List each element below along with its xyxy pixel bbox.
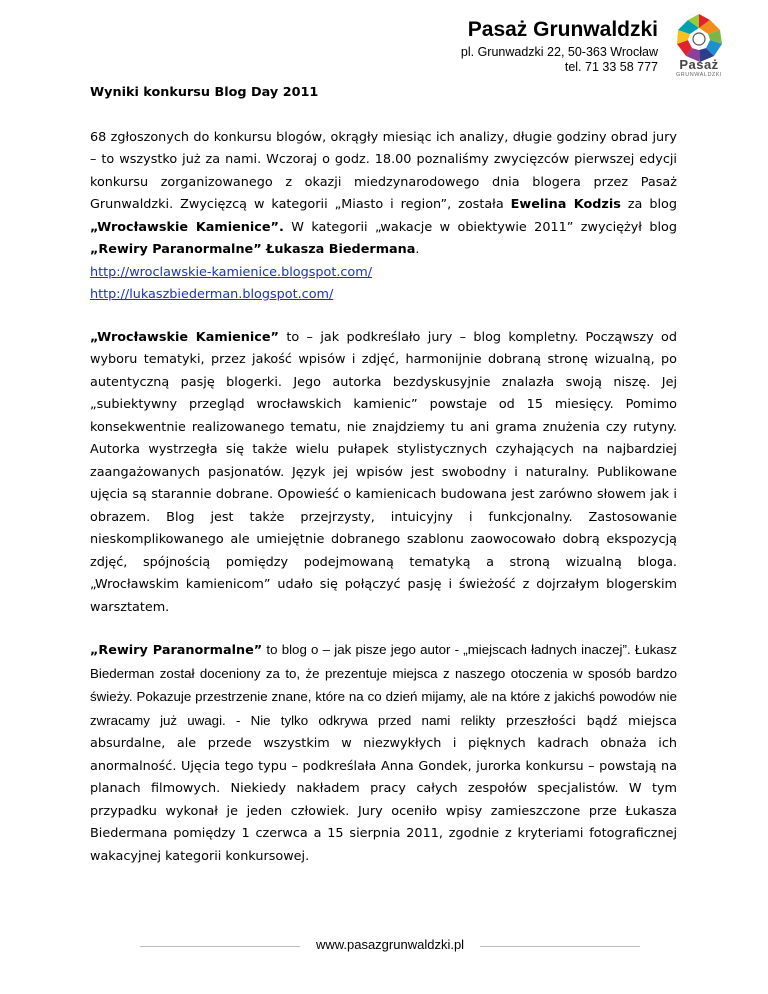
rewiry-text-1: to blog o – jak pisze jego autor - „miejscach ładnych inaczej”. Łukasz Biederman został doceniony za to, że prezentuje miejsca z naszego otoczenia w sposób bardzo świeży. Pokazuje przestrzenie znane, które na co dzień mijamy, ale na które z jakichś powodów nie zwracamy już uwagi. - Nie tylko odkrywa przed nami relikty — [90, 642, 677, 728]
blog-2-title: „Rewiry Paranormalne” Łukasza Biedermana — [90, 242, 416, 257]
kamienice-lead: „Wrocławskie Kamienice” — [90, 329, 279, 345]
page-footer — [140, 936, 640, 956]
company-address: pl. Grunwadzki 22, 50-363 Wrocław — [460, 45, 658, 59]
footer-rule-right — [480, 946, 640, 947]
rewiry-paragraph — [90, 639, 677, 868]
rewiry-lead: „Rewiry Paranormalne” — [90, 643, 263, 658]
footer-website: www.pasazgrunwaldzki.pl — [315, 937, 465, 952]
rewiry-text-2: przeszłości bądź miejsca absurdalne, ale przede wszystkim w niezwykłych i pięknych kadrach obnaża ich anormalność. Ujęcia tego typu – podkreślała Anna Gondek, jurorka konkursu – powstają na planach filmowych. Niekiedy nakładem pracy całych zespołów specjalistów. W tym przypadku wykonał je jeden człowiek. Jury oceniło wpisy zamieszczone prze Łukasza Biedermana pomiędzy 1 czerwca a 15 sierpnia 2011, zgodnie z kryteriami fotograficznej wakacyjnej kategorii konkursowej. — [90, 713, 677, 864]
blog-1-title: „Wrocławskie Kamienice”. — [90, 219, 284, 235]
winner-1-name: Ewelina Kodzis — [510, 197, 621, 212]
blog-links — [90, 262, 677, 307]
logo-subtext: GRUNWALDZKI — [676, 72, 722, 78]
company-phone: tel. 71 33 58 777 — [564, 60, 658, 74]
intro-paragraph — [90, 127, 677, 262]
link-lukaszbiederman[interactable]: http://lukaszbiederman.blogspot.com/ — [90, 287, 334, 302]
intro-text-4: . — [415, 242, 420, 257]
document-title: Wyniki konkursu Blog Day 2011 — [90, 85, 319, 100]
kamienice-text: to – jak podkreślało jury – blog kompletny. Począwszy od wyboru tematyki, przez jakość wpisów i zdjęć, harmonijnie dobraną stronę wizualną, po autentyczną pasję blogerki. Jego autorka bezdyskusyjnie znalazła swoją niszę. Jej „subiektywny przegląd wrocławskich kamienic” powstaje od 15 miesięcy. Pomimo konsekwentnie realizowanego tematu, nie znajdziemy tu ani grama znużenia czy rutyny. Autorka wystrzegła się także wielu pułapek stylistycznych czyhających na najbardziej zaangażowanych pasjonatów. Język jej wpisów jest swobodny i naturalny. Publikowane ujęcia są starannie dobrane. Opowieść o kamienicach budowana jest zarówno słowem jak i obrazem. Blog jest także przejrzysty, intuicyjny i funkcjonalny. Zastosowanie nieskomplikowanego ale umiejętnie dobranego szablonu zaowocowało dobrą ekspozycją zdjęć, spójnością pomiędzy podejmowaną tematyką a stroną wizualną bloga. „Wrocławskim kamienicom” udało się połączyć pasję i świeżość z dojrzałym blogerskim warsztatem. — [90, 329, 677, 615]
link-wroclawskie-kamienice[interactable]: http://wroclawskie-kamienice.blogspot.com/ — [90, 264, 373, 280]
logo-wordmark: Pasaż — [679, 57, 719, 72]
intro-text-2: za blog — [620, 197, 677, 212]
company-name: Pasaż Grunwaldzki — [467, 18, 658, 41]
intro-text-1: 68 zgłoszonych do konkursu blogów, okrągły miesiąc ich analizy, długie godziny obrad jury – to wszystko już za nami. Wczoraj o godz. 18.00 poznaliśmy zwycięzców pierwszej edycji konkursu zorganizowanego z okazji miedzynarodowego dnia blogera przez Pasaż Grunwaldzki. Zwycięzcą w kategorii „Miasto i region”, została — [90, 129, 677, 212]
intro-text-3: W kategorii „wakacje w obiektywie 2011” zwyciężył blog — [283, 219, 677, 235]
kamienice-paragraph — [90, 327, 677, 620]
article-body — [90, 80, 677, 888]
letterhead — [461, 18, 658, 75]
